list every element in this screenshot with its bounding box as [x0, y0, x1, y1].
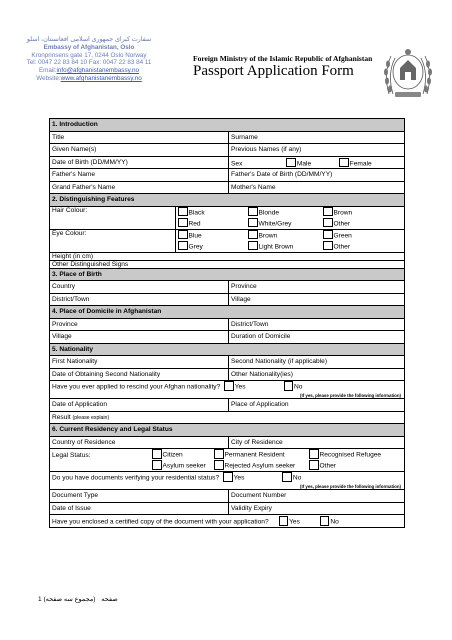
hair-other-checkbox[interactable]: [323, 218, 333, 228]
hair-brown-checkbox[interactable]: [323, 207, 333, 217]
page-footer: [38, 595, 118, 603]
legal-recognised-refugee-checkbox[interactable]: [309, 449, 319, 459]
email-link[interactable]: info@afghanistanembassy.no: [56, 67, 140, 75]
page-title: Passport Application Form: [193, 63, 354, 79]
hair-colour-label: Hair Colour:: [50, 206, 176, 229]
date-of-application-field[interactable]: Date of Application: [50, 399, 229, 412]
section-distinguishing-features: 2. Distinguishing Features: [50, 194, 405, 207]
page-label: صفحه: [101, 596, 118, 603]
embassy-phone-fax: Tel: 0047 22 83 84 10 Fax: 0047 22 83 84 11: [26, 59, 152, 67]
domicile-village-field[interactable]: Village: [50, 331, 229, 344]
rescind-question: Have you ever applied to rescind your Afghan nationality? Yes No (If yes, please provide the following information): [50, 381, 405, 399]
legal-asylum-seeker-checkbox[interactable]: [152, 460, 162, 470]
date-second-nationality-field[interactable]: Date of Obtaining Second Nationality: [50, 368, 229, 381]
fathers-dob-field[interactable]: Father's Date of Birth (DD/MM/YY): [229, 169, 405, 182]
female-checkbox[interactable]: [339, 158, 349, 168]
title-field[interactable]: Title: [50, 131, 229, 144]
rescind-no-checkbox[interactable]: [284, 381, 294, 391]
enclosed-yes-checkbox[interactable]: [279, 516, 289, 526]
domicile-duration-field[interactable]: Duration of Domicile: [229, 331, 405, 344]
first-nationality-field[interactable]: First Nationality: [50, 356, 229, 369]
eye-light-brown-checkbox[interactable]: [248, 241, 258, 251]
other-nationality-field[interactable]: Other Nationality(ies): [229, 368, 405, 381]
hair-colour-options: Black Blonde Brown Red White/Grey Other: [176, 206, 405, 229]
birth-village-field[interactable]: Village: [229, 293, 405, 306]
hair-white-grey-checkbox[interactable]: [248, 218, 258, 228]
country-of-residence-field[interactable]: Country of Residence: [50, 436, 229, 449]
docs-yes-checkbox[interactable]: [223, 472, 233, 482]
hair-blonde-checkbox[interactable]: [248, 207, 258, 217]
given-names-field[interactable]: Given Name(s): [50, 144, 229, 157]
birth-province-field[interactable]: Province: [229, 281, 405, 294]
birth-country-field[interactable]: Country: [50, 281, 229, 294]
document-type-field[interactable]: Document Type: [50, 490, 229, 503]
city-of-residence-field[interactable]: City of Residence: [229, 436, 405, 449]
section-nationality: 5. Nationality: [50, 343, 405, 356]
fathers-name-field[interactable]: Father's Name: [50, 169, 229, 182]
section-introduction: 1. Introduction: [50, 119, 405, 132]
validity-expiry-field[interactable]: Validity Expiry: [229, 502, 405, 515]
legal-status-label: Legal Status:: [52, 451, 91, 459]
legal-permanent-resident-checkbox[interactable]: [214, 449, 224, 459]
email-label: Email:: [38, 67, 57, 75]
eye-other-checkbox[interactable]: [323, 241, 333, 251]
sex-field: Sex Male Female: [229, 156, 405, 169]
eye-grey-checkbox[interactable]: [178, 241, 188, 251]
previous-names-field[interactable]: Previous Names (if any): [229, 144, 405, 157]
place-of-application-field[interactable]: Place of Application: [229, 399, 405, 412]
section-domicile: 4. Place of Domicile in Afghanistan: [50, 306, 405, 319]
docs-question: Do you have documents verifying your residential status? Yes No (If yes, please provide the following information): [50, 472, 405, 490]
birth-district-field[interactable]: District/Town: [50, 293, 229, 306]
document-number-field[interactable]: Document Number: [229, 490, 405, 503]
embassy-info: [14, 36, 164, 83]
enclosed-no-checkbox[interactable]: [320, 516, 330, 526]
hair-red-checkbox[interactable]: [178, 218, 188, 228]
legal-status-options: Legal Status: Citizen Permanent Resident Recognised Refugee Asylum seeker Rejected Asylum seeker Other: [50, 449, 405, 472]
rescind-if-yes-note: (If yes, please provide the following information): [300, 393, 402, 398]
embassy-arabic-name: سفارت کبرای جمهوری اسلامی افغانستان، اسلو: [26, 36, 152, 43]
date-of-issue-field[interactable]: Date of Issue: [50, 502, 229, 515]
legal-other-checkbox[interactable]: [309, 460, 319, 470]
page-number: 1: [38, 596, 42, 603]
rescind-yes-checkbox[interactable]: [224, 381, 234, 391]
surname-field[interactable]: Surname: [229, 131, 405, 144]
mothers-name-field[interactable]: Mother's Name: [229, 181, 405, 194]
eye-colour-options: Blue Brown Green Grey Light Brown Other: [176, 229, 405, 252]
docs-if-yes-note: (If yes, please provide the following information): [300, 484, 402, 489]
eye-green-checkbox[interactable]: [323, 230, 333, 240]
embassy-address: Kronprinsens gate 17, 0244 Oslo Norway: [31, 51, 147, 59]
docs-no-checkbox[interactable]: [282, 472, 292, 482]
domicile-district-field[interactable]: District/Town: [229, 318, 405, 331]
grandfathers-name-field[interactable]: Grand Father's Name: [50, 181, 229, 194]
other-signs-field[interactable]: Other Distinguished Signs: [50, 260, 405, 268]
legal-rejected-asylum-checkbox[interactable]: [214, 460, 224, 470]
ministry-title: Foreign Ministry of the Islamic Republic of Afghanistan: [193, 54, 373, 63]
hair-black-checkbox[interactable]: [178, 207, 188, 217]
domicile-province-field[interactable]: Province: [50, 318, 229, 331]
male-checkbox[interactable]: [286, 158, 296, 168]
dob-field[interactable]: Date of Birth (DD/MM/YY): [50, 156, 229, 169]
eye-colour-label: Eye Colour:: [50, 229, 176, 252]
afghanistan-emblem-icon: [381, 44, 435, 102]
embassy-name: Embassy of Afghanistan, Oslo: [43, 43, 135, 51]
page-count: (مجموع سه صفحه): [43, 596, 96, 603]
application-form-table: [49, 118, 405, 528]
result-field[interactable]: Result (please explain): [50, 411, 405, 424]
website-label: Website:: [36, 74, 61, 82]
section-place-of-birth: 3. Place of Birth: [50, 268, 405, 281]
eye-brown-checkbox[interactable]: [248, 230, 258, 240]
section-residency: 6. Current Residency and Legal Status: [50, 424, 405, 437]
height-field[interactable]: Height (in cm): [50, 252, 405, 260]
enclosed-question: Have you enclosed a certified copy of the document with your application? Yes No: [50, 515, 405, 528]
legal-citizen-checkbox[interactable]: [152, 449, 162, 459]
website-link[interactable]: www.afghanistanembassy.no: [60, 74, 142, 82]
second-nationality-field[interactable]: Second Nationality (if applicable): [229, 356, 405, 369]
eye-blue-checkbox[interactable]: [178, 230, 188, 240]
